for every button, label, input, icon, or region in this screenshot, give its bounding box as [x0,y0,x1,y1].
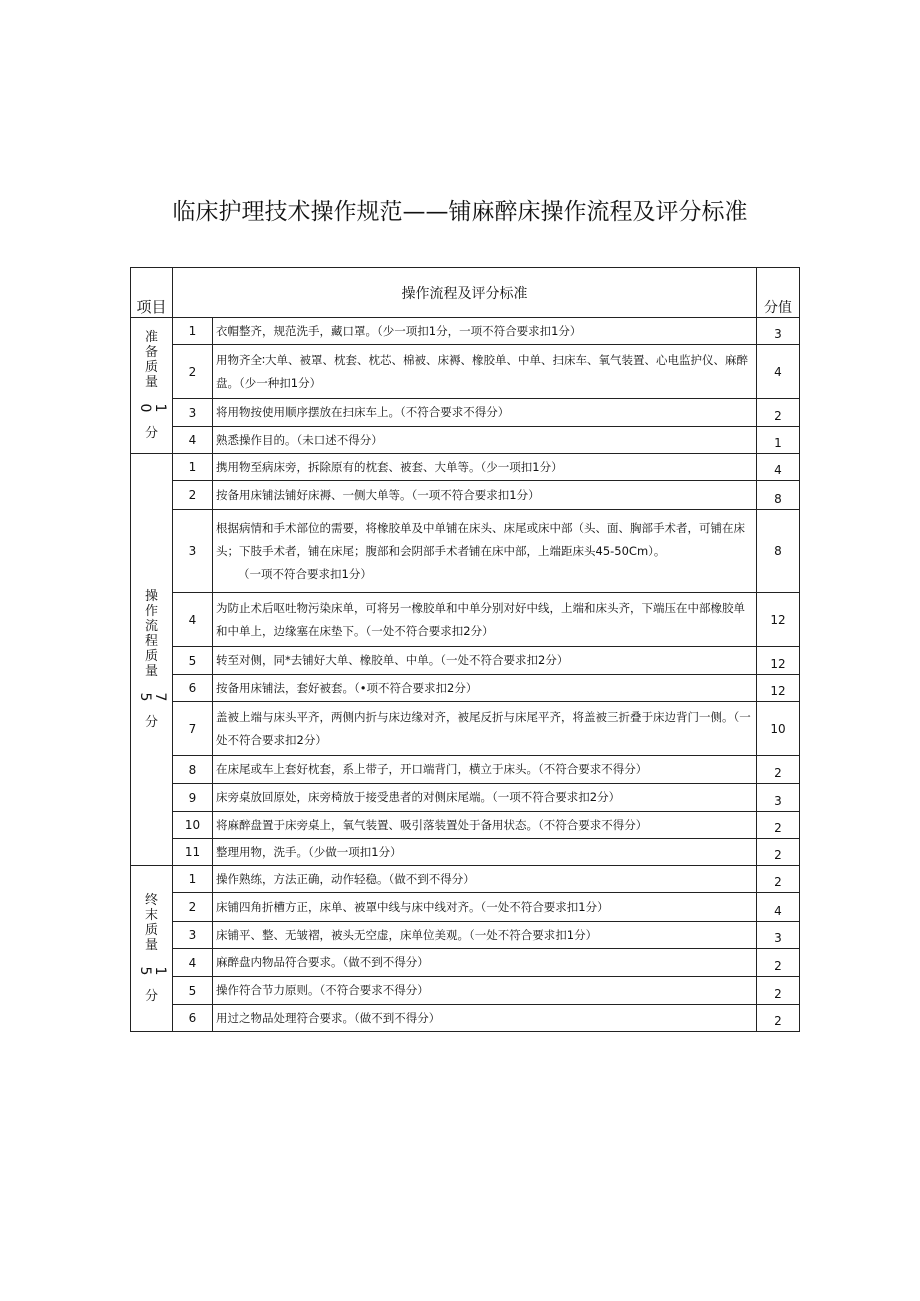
item-score: 1 [757,427,800,454]
header-score: 分值 [757,268,800,318]
item-text: 用过之物品处理符合要求。（做不到不得分） [216,1010,441,1025]
item-number: 10 [173,812,213,839]
item-description [213,510,757,593]
table-row [131,839,800,866]
table-row [131,593,800,647]
item-number: 7 [173,702,213,756]
section-unit: 分 [144,426,158,441]
section-category [131,454,173,866]
table-body [131,318,800,1032]
item-description [213,702,757,756]
section-name: 准备质量 [144,330,158,390]
table-row [131,702,800,756]
table-row [131,427,800,454]
header-category: 项目 [131,268,173,318]
item-description [213,593,757,647]
item-score: 3 [757,922,800,949]
table-row [131,866,800,893]
item-description [213,756,757,784]
item-number: 3 [173,399,213,427]
item-description [213,839,757,866]
item-number: 2 [173,345,213,399]
item-score: 2 [757,839,800,866]
section-points: 10 [136,403,168,413]
item-number: 4 [173,949,213,977]
item-number: 9 [173,784,213,812]
item-number: 4 [173,427,213,454]
table-row [131,318,800,345]
item-text: 操作符合节力原则。（不符合要求不得分） [216,983,429,997]
item-score: 12 [757,593,800,647]
section-name: 操作流程质量 [144,589,158,679]
item-text-note: （一项不符合要求扣1分） [238,566,372,581]
item-number: 5 [173,647,213,675]
table-row [131,949,800,977]
item-description [213,784,757,812]
table-row [131,812,800,839]
table-row [131,756,800,784]
item-text: 床旁桌放回原处，床旁椅放于接受患者的对侧床尾端。（一项不符合要求扣2分） [216,790,621,804]
item-text: 转至对侧，同*去铺好大单、橡胶单、中单。（一处不符合要求扣2分） [216,653,569,667]
table-row [131,399,800,427]
item-number: 5 [173,977,213,1005]
table-row [131,454,800,481]
section-category [131,866,173,1032]
section-name: 终末质量 [144,893,158,953]
header-standard: 操作流程及评分标准 [173,268,757,318]
page-title: 临床护理技术操作规范——铺麻醉床操作流程及评分标准 [172,199,748,226]
item-score: 2 [757,977,800,1005]
item-text: 整理用物，洗手。（少做一项扣1分） [216,844,402,859]
item-score: 2 [757,812,800,839]
item-score: 8 [757,481,800,510]
item-text: 携用物至病床旁，拆除原有的枕套、被套、大单等。（少一项扣1分） [216,459,563,474]
item-description [213,1005,757,1032]
item-text: 熟悉操作目的。（未口述不得分） [216,432,383,447]
item-number: 1 [173,318,213,345]
item-description [213,893,757,922]
item-number: 6 [173,1005,213,1032]
item-number: 2 [173,893,213,922]
table-row [131,922,800,949]
item-text: 床铺平、整、无皱褶，被头无空虚，床单位美观。（一处不符合要求扣1分） [216,927,598,942]
item-score: 8 [757,510,800,593]
section-unit: 分 [144,989,158,1004]
table-row [131,647,800,675]
item-description [213,977,757,1005]
item-number: 1 [173,866,213,893]
item-text: 床铺四角折槽方正，床单、被罩中线与床中线对齐。（一处不符合要求扣1分） [216,899,609,914]
item-score: 10 [757,702,800,756]
item-description [213,318,757,345]
table-row [131,784,800,812]
table-row [131,977,800,1005]
item-score: 12 [757,647,800,675]
item-number: 2 [173,481,213,510]
item-number: 4 [173,593,213,647]
item-description [213,812,757,839]
section-unit: 分 [144,715,158,730]
item-number: 6 [173,675,213,702]
item-score: 2 [757,399,800,427]
item-score: 12 [757,675,800,702]
item-description [213,675,757,702]
table-row [131,345,800,399]
table-row [131,893,800,922]
item-description [213,399,757,427]
table-row [131,675,800,702]
item-text: 按备用床铺法，套好被套。（•项不符合要求扣2分） [216,680,478,695]
item-number: 3 [173,922,213,949]
item-score: 3 [757,318,800,345]
item-description [213,647,757,675]
item-score: 4 [757,345,800,399]
item-text: 用物齐全∶大单、被罩、枕套、枕芯、棉被、床褥、橡胶单、中单、扫床车、氧气装置、心电监护仪、麻醉盘。（少一种扣1分） [216,352,748,390]
item-description [213,481,757,510]
scoring-table [130,267,800,1032]
item-number: 3 [173,510,213,593]
item-text: 盖被上端与床头平齐，两侧内折与床边缘对齐，被尾反折与床尾平齐，将盖被三折叠于床边背门一侧。（一处不符合要求扣2分） [216,709,751,747]
section-points: 75 [136,692,168,702]
item-text: 操作熟练，方法正确，动作轻稳。（做不到不得分） [216,871,475,886]
item-text: 将用物按使用顺序摆放在扫床车上。（不符合要求不得分） [216,405,510,419]
item-text: 为防止术后呕吐物污染床单，可将另一橡胶单和中单分别对好中线，上端和床头齐，下端压在中部橡胶单和中单上，边缘塞在床垫下。（一处不符合要求扣2分） [216,600,745,638]
item-text: 将麻醉盘置于床旁桌上，氧气装置、吸引落装置处于备用状态。（不符合要求不得分） [216,817,648,832]
item-description [213,866,757,893]
section-category [131,318,173,454]
table-row [131,510,800,593]
item-score: 2 [757,866,800,893]
item-text: 根据病情和手术部位的需要，将橡胶单及中单铺在床头、床尾或床中部（头、面、胸部手术者，可铺在床头；下肢手术者，铺在床尾；腹部和会阴部手术者铺在床中部，上端距床头45-50Cm）。 [216,520,745,558]
item-score: 2 [757,756,800,784]
item-score: 4 [757,454,800,481]
table-header-row [131,268,800,318]
item-number: 11 [173,839,213,866]
item-description [213,949,757,977]
item-text: 在床尾或车上套好枕套，系上带子，开口端背门，横立于床头。（不符合要求不得分） [216,762,648,776]
item-score: 2 [757,949,800,977]
item-text: 衣帽整齐，规范洗手，藏口罩。（少一项扣1分，一项不符合要求扣1分） [216,323,582,338]
table-row [131,481,800,510]
item-description [213,454,757,481]
item-description [213,427,757,454]
item-description [213,345,757,399]
item-description [213,922,757,949]
item-score: 3 [757,784,800,812]
item-text: 按备用床铺法铺好床褥、一侧大单等。（一项不符合要求扣1分） [216,487,540,502]
item-score: 4 [757,893,800,922]
item-number: 8 [173,756,213,784]
item-score: 2 [757,1005,800,1032]
table-row [131,1005,800,1032]
section-points: 15 [136,966,168,976]
item-number: 1 [173,454,213,481]
item-text: 麻醉盘内物品符合要求。（做不到不得分） [216,955,429,969]
